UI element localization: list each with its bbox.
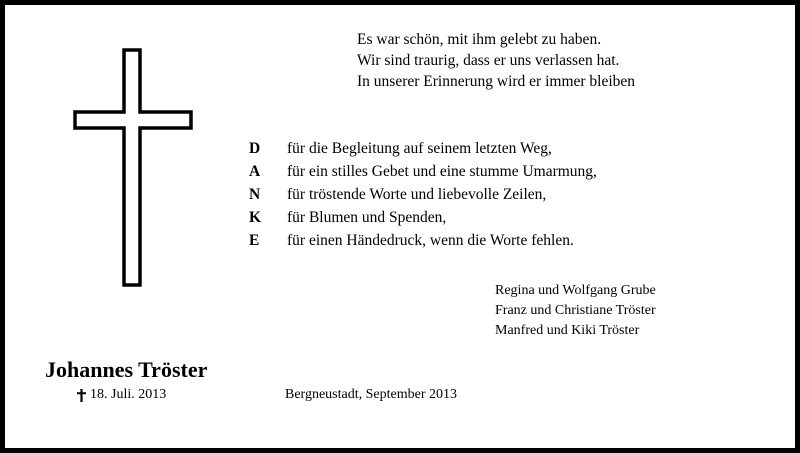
danke-row [249,160,597,183]
danke-letter: K [249,209,262,226]
poem-line: Wir sind traurig, dass er uns verlassen hat. [357,52,620,69]
death-date: 18. Juli. 2013 [90,387,167,402]
danke-row [249,206,597,229]
signer: Franz und Christiane Tröster [495,303,656,318]
danke-row [249,229,597,252]
deceased-name: Johannes Tröster [45,357,208,382]
danke-letter: E [249,232,260,249]
signer: Regina und Wolfgang Grube [495,283,656,298]
poem [357,29,635,92]
poem-line: In unserer Erinnerung wird er immer bleiben [357,73,636,90]
cross-icon [5,5,245,305]
danke-letter: A [249,163,261,180]
signer: Manfred und Kiki Tröster [495,323,640,338]
danke-row [249,137,597,160]
danke-letter: D [249,140,261,157]
danke-list [249,137,597,252]
danke-text: für Blumen und Spenden, [287,209,447,226]
death-date-line [77,387,166,403]
small-cross-icon [77,389,86,402]
danke-row [249,183,597,206]
place-date: Bergneustadt, September 2013 [285,387,457,402]
poem-line: Es war schön, mit ihm gelebt zu haben. [357,31,602,48]
danke-letter: N [249,186,261,203]
signers [495,281,656,341]
danke-text: für einen Händedruck, wenn die Worte fehlen. [287,232,574,249]
danke-text: für tröstende Worte und liebevolle Zeilen, [287,186,547,203]
danke-text: für die Begleitung auf seinem letzten Weg, [287,140,552,157]
danke-text: für ein stilles Gebet und eine stumme Umarmung, [287,163,597,180]
